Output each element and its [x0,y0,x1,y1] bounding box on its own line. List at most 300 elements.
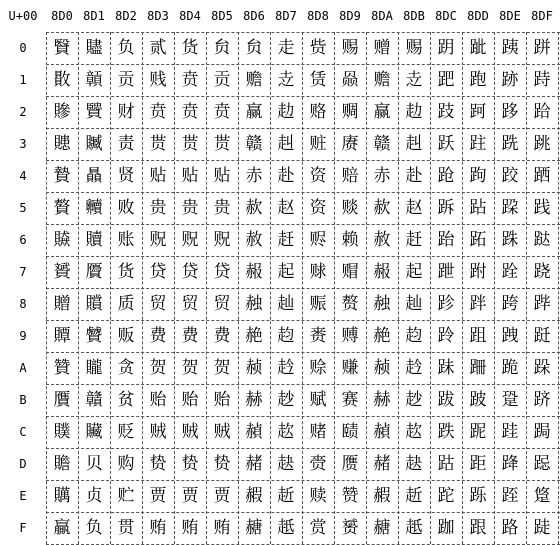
glyph-cell: 贑 [85,70,103,90]
grid-line-horizontal [46,96,560,97]
glyph-cell: 赓 [341,134,359,154]
glyph-cell: 费 [213,326,231,346]
glyph-cell: 赭 [245,454,263,474]
row-header: E [19,489,27,503]
glyph-cell: 赾 [405,486,423,506]
glyph-cell: 贠 [213,38,231,58]
glyph-cell: 贩 [117,326,135,346]
glyph-cell: 赗 [341,262,359,282]
glyph-cell: 跷 [533,262,551,282]
glyph-cell: 贞 [85,486,103,506]
glyph-cell: 贡 [213,70,231,90]
glyph-cell: 贾 [181,486,199,506]
glyph-cell: 跈 [437,294,455,314]
glyph-cell: 赞 [341,486,359,506]
row-header: 0 [19,41,27,55]
glyph-cell: 贌 [53,422,71,442]
glyph-cell: 贃 [53,134,71,154]
glyph-cell: 贒 [85,102,103,122]
glyph-cell: 贯 [117,518,135,538]
glyph-cell: 赾 [277,486,295,506]
glyph-cell: 贳 [149,134,167,154]
row-header: 9 [19,329,27,343]
glyph-cell: 赈 [309,294,327,314]
row-header: 8 [19,297,27,311]
glyph-cell: 贾 [149,486,167,506]
glyph-cell: 跩 [501,326,519,346]
row-header: 4 [19,169,27,183]
glyph-cell: 赼 [405,422,423,442]
glyph-cell: 跶 [533,230,551,250]
glyph-cell: 贶 [149,230,167,250]
glyph-cell: 赸 [405,294,423,314]
grid-line-horizontal [46,320,560,321]
row-header: C [19,425,27,439]
glyph-cell: 贔 [85,166,103,186]
glyph-cell: 赕 [341,198,359,218]
glyph-cell: 跓 [469,134,487,154]
glyph-cell: 赬 [245,422,263,442]
glyph-cell: 贂 [53,102,71,122]
grid-line-horizontal [46,160,560,161]
glyph-cell: 赽 [277,454,295,474]
glyph-cell: 赝 [341,454,359,474]
glyph-cell: 贸 [213,294,231,314]
glyph-cell: 赥 [245,198,263,218]
glyph-cell: 赩 [245,326,263,346]
glyph-cell: 贳 [181,134,199,154]
glyph-cell: 跗 [469,262,487,282]
glyph-cell: 贵 [149,198,167,218]
glyph-cell: 费 [149,326,167,346]
glyph-cell: 跚 [469,358,487,378]
column-header: 8D9 [339,9,361,23]
glyph-cell: 跙 [469,326,487,346]
glyph-cell: 赘 [341,294,359,314]
glyph-cell: 货 [117,262,135,282]
glyph-cell: 贶 [213,230,231,250]
glyph-cell: 贍 [53,454,71,474]
glyph-cell: 贴 [181,166,199,186]
grid-line-horizontal [46,192,560,193]
glyph-cell: 财 [117,102,135,122]
glyph-cell: 赶 [277,230,295,250]
glyph-cell: 贫 [117,390,135,410]
glyph-cell: 资 [309,166,327,186]
glyph-cell: 赎 [309,486,327,506]
glyph-cell: 跟 [469,518,487,538]
grid-line-horizontal [46,256,560,257]
glyph-cell: 跅 [437,198,455,218]
row-header: F [19,521,27,535]
glyph-cell: 贸 [149,294,167,314]
glyph-cell: 赑 [341,70,359,90]
glyph-cell: 贜 [85,422,103,442]
glyph-cell: 跖 [469,230,487,250]
column-header: 8D5 [211,9,233,23]
grid-line-horizontal [46,128,560,129]
glyph-cell: 赍 [309,454,327,474]
glyph-cell: 赉 [309,326,327,346]
glyph-cell: 贺 [149,358,167,378]
row-header: A [19,361,27,375]
glyph-cell: 贝 [85,454,103,474]
glyph-cell: 赿 [277,518,295,538]
glyph-cell: 跤 [501,166,519,186]
glyph-cell: 跲 [533,102,551,122]
glyph-cell: 贲 [213,102,231,122]
glyph-cell: 账 [117,230,135,250]
row-header: 3 [19,137,27,151]
glyph-cell: 贲 [181,70,199,90]
glyph-cell: 赊 [309,358,327,378]
glyph-cell: 贮 [117,486,135,506]
glyph-cell: 跢 [501,102,519,122]
glyph-cell: 跨 [501,294,519,314]
glyph-cell: 跺 [533,358,551,378]
glyph-cell: 贿 [149,518,167,538]
glyph-cell: 贳 [213,134,231,154]
glyph-cell: 贚 [85,358,103,378]
glyph-cell: 跠 [501,38,519,58]
glyph-cell: 跼 [533,422,551,442]
grid-line-horizontal [46,224,560,225]
glyph-cell: 赴 [277,166,295,186]
column-header: 8DB [403,9,425,23]
glyph-cell: 败 [117,198,135,218]
grid-line-horizontal [46,64,560,65]
glyph-cell: 贰 [149,38,167,58]
glyph-cell: 贽 [181,454,199,474]
glyph-cell: 赐 [405,38,423,58]
glyph-cell: 跱 [533,70,551,90]
glyph-cell: 赨 [245,294,263,314]
row-header: B [19,393,27,407]
glyph-cell: 跎 [437,486,455,506]
column-header: 8D7 [275,9,297,23]
glyph-cell: 贅 [53,198,71,218]
glyph-cell: 贼 [149,422,167,442]
glyph-cell: 赆 [309,230,327,250]
row-header: D [19,457,27,471]
glyph-cell: 贱 [149,70,167,90]
glyph-cell: 跣 [501,134,519,154]
row-header: 5 [19,201,27,215]
glyph-cell: 赠 [373,38,391,58]
glyph-cell: 跹 [533,326,551,346]
glyph-cell: 跆 [437,230,455,250]
glyph-cell: 跸 [533,294,551,314]
grid-line-horizontal [46,32,560,33]
glyph-cell: 赣 [373,134,391,154]
glyph-cell: 跭 [501,454,519,474]
glyph-cell: 跮 [501,486,519,506]
glyph-cell: 贇 [53,262,71,282]
glyph-cell: 跂 [437,102,455,122]
glyph-cell: 贿 [213,518,231,538]
glyph-cell: 贤 [117,166,135,186]
glyph-cell: 跐 [469,38,487,58]
glyph-cell: 赹 [277,326,295,346]
glyph-cell: 贓 [85,134,103,154]
glyph-cell: 贎 [53,486,71,506]
glyph-cell: 贲 [149,102,167,122]
row-header: 1 [19,73,27,87]
glyph-cell: 贄 [53,166,71,186]
row-header: 6 [19,233,27,247]
grid-line-horizontal [46,384,560,385]
glyph-cell: 跰 [533,38,551,58]
glyph-cell: 跀 [437,38,455,58]
glyph-cell: 质 [117,294,135,314]
glyph-cell: 赢 [373,102,391,122]
glyph-cell: 贏 [53,518,71,538]
glyph-cell: 跏 [437,518,455,538]
glyph-cell: 赱 [277,70,295,90]
glyph-cell: 赖 [341,230,359,250]
glyph-cell: 赻 [277,390,295,410]
glyph-cell: 贺 [213,358,231,378]
glyph-cell: 货 [181,38,199,58]
glyph-cell: 贙 [85,326,103,346]
glyph-cell: 赮 [245,486,263,506]
row-header: 2 [19,105,27,119]
glyph-cell: 贿 [181,518,199,538]
glyph-cell: 赥 [373,198,391,218]
grid-line-horizontal [46,416,560,417]
glyph-cell: 路 [501,518,519,538]
glyph-cell: 负 [85,518,103,538]
column-header: 8D4 [179,9,201,23]
glyph-cell: 贪 [117,358,135,378]
glyph-cell: 赟 [341,518,359,538]
glyph-cell: 赴 [405,166,423,186]
glyph-cell: 负 [117,38,135,58]
glyph-cell: 赁 [309,70,327,90]
glyph-cell: 赩 [373,326,391,346]
glyph-cell: 赪 [373,358,391,378]
grid-line-horizontal [46,352,560,353]
glyph-cell: 跍 [437,454,455,474]
glyph-cell: 赫 [373,390,391,410]
column-header: 8DA [371,9,393,23]
glyph-cell: 跔 [469,166,487,186]
glyph-cell: 贴 [213,166,231,186]
glyph-cell: 跿 [533,518,551,538]
glyph-cell: 赀 [309,38,327,58]
glyph-cell: 赻 [405,390,423,410]
glyph-cell: 赮 [373,486,391,506]
row-header: 7 [19,265,27,279]
glyph-cell: 贽 [213,454,231,474]
glyph-cell: 贘 [85,294,103,314]
glyph-cell: 贶 [181,230,199,250]
glyph-cell: 贺 [181,358,199,378]
glyph-cell: 贈 [53,294,71,314]
glyph-cell: 跦 [501,230,519,250]
glyph-cell: 赪 [245,358,263,378]
glyph-cell: 跜 [469,422,487,442]
glyph-cell: 赡 [373,70,391,90]
glyph-cell: 走 [277,38,295,58]
column-header: 8D8 [307,9,329,23]
glyph-cell: 跇 [437,262,455,282]
glyph-cell: 资 [309,198,327,218]
glyph-cell: 赬 [373,422,391,442]
glyph-cell: 赒 [341,102,359,122]
glyph-cell: 跑 [469,70,487,90]
glyph-cell: 贵 [213,198,231,218]
glyph-cell: 赂 [309,102,327,122]
glyph-cell: 赵 [277,198,295,218]
glyph-cell: 跁 [437,70,455,90]
glyph-cell: 赣 [245,134,263,154]
glyph-cell: 贵 [181,198,199,218]
glyph-cell: 贀 [53,38,71,58]
glyph-cell: 赃 [309,134,327,154]
glyph-cell: 贷 [213,262,231,282]
glyph-cell: 跥 [501,198,519,218]
glyph-cell: 跾 [533,486,551,506]
glyph-cell: 跪 [501,358,519,378]
glyph-cell: 赸 [277,294,295,314]
column-header: 8D6 [243,9,265,23]
glyph-cell: 贕 [85,198,103,218]
glyph-cell: 跳 [533,134,551,154]
glyph-cell: 赏 [309,518,327,538]
glyph-cell: 赲 [405,102,423,122]
glyph-cell: 贻 [181,390,199,410]
column-header: 8DC [435,9,457,23]
glyph-cell: 赢 [245,102,263,122]
glyph-cell: 赼 [277,422,295,442]
column-header: 8D3 [147,9,169,23]
glyph-cell: 跒 [469,102,487,122]
glyph-cell: 责 [117,134,135,154]
glyph-cell: 跘 [469,294,487,314]
glyph-cell: 跫 [501,390,519,410]
glyph-cell: 距 [469,454,487,474]
column-header: 8DE [499,9,521,23]
glyph-cell: 赙 [341,326,359,346]
glyph-cell: 赦 [245,230,263,250]
glyph-cell: 赤 [245,166,263,186]
glyph-cell: 贼 [213,422,231,442]
glyph-cell: 贸 [181,294,199,314]
glyph-cell: 贬 [117,422,135,442]
column-header: 8D0 [51,9,73,23]
glyph-cell: 赧 [373,262,391,282]
glyph-cell: 赹 [405,326,423,346]
glyph-cell: 赲 [277,102,295,122]
column-header: 8D2 [115,9,137,23]
glyph-cell: 贋 [53,390,71,410]
glyph-cell: 贡 [117,70,135,90]
glyph-cell: 贗 [85,262,103,282]
glyph-cell: 贐 [85,38,103,58]
glyph-cell: 赜 [341,422,359,442]
glyph-cell: 跌 [437,422,455,442]
glyph-cell: 赤 [373,166,391,186]
grid-line-horizontal [46,512,560,513]
glyph-cell: 跞 [469,486,487,506]
glyph-cell: 贠 [245,38,263,58]
glyph-cell: 赶 [405,230,423,250]
glyph-cell: 赚 [341,358,359,378]
glyph-cell: 赦 [373,230,391,250]
glyph-cell: 跃 [437,134,455,154]
glyph-cell: 赡 [245,70,263,90]
glyph-cell: 跧 [501,262,519,282]
glyph-cell: 赫 [245,390,263,410]
glyph-cell: 践 [533,198,551,218]
grid-line-horizontal [46,288,560,289]
corner-label: U+00 [8,9,38,23]
glyph-cell: 贊 [53,358,71,378]
glyph-cell: 赳 [405,134,423,154]
glyph-cell: 跕 [469,198,487,218]
glyph-cell: 跉 [437,326,455,346]
glyph-cell: 赛 [341,390,359,410]
grid-line-horizontal [46,480,560,481]
glyph-cell: 赯 [245,518,263,538]
glyph-cell: 贷 [149,262,167,282]
glyph-cell: 贉 [53,326,71,346]
glyph-cell: 贻 [213,390,231,410]
glyph-cell: 赱 [405,70,423,90]
column-header: 8DD [467,9,489,23]
glyph-cell: 赧 [245,262,263,282]
glyph-cell: 跴 [533,166,551,186]
glyph-cell: 赺 [277,358,295,378]
glyph-cell: 跽 [533,454,551,474]
glyph-cell: 跬 [501,422,519,442]
glyph-cell: 贼 [181,422,199,442]
glyph-cell: 赋 [309,390,327,410]
glyph-cell: 贾 [213,486,231,506]
glyph-cell: 赐 [341,38,359,58]
glyph-cell: 赔 [341,166,359,186]
glyph-cell: 贛 [85,390,103,410]
glyph-cell: 赭 [373,454,391,474]
glyph-cell: 贽 [149,454,167,474]
glyph-cell: 赳 [277,134,295,154]
glyph-cell: 起 [277,262,295,282]
column-header: 8DF [531,9,553,23]
glyph-cell: 跛 [469,390,487,410]
glyph-cell: 赵 [405,198,423,218]
glyph-cell: 贻 [149,390,167,410]
column-header: 8D1 [83,9,105,23]
glyph-cell: 赨 [373,294,391,314]
glyph-cell: 贆 [53,230,71,250]
glyph-cell: 跻 [533,390,551,410]
glyph-cell: 跋 [437,390,455,410]
glyph-cell: 起 [405,262,423,282]
glyph-cell: 贲 [181,102,199,122]
glyph-cell: 贷 [181,262,199,282]
glyph-cell: 赺 [405,358,423,378]
glyph-cell: 跊 [437,358,455,378]
glyph-cell: 费 [181,326,199,346]
glyph-cell: 赿 [405,518,423,538]
glyph-cell: 赽 [405,454,423,474]
glyph-cell: 赯 [373,518,391,538]
glyph-cell: 赌 [309,422,327,442]
glyph-cell: 购 [117,454,135,474]
glyph-cell: 贁 [53,70,71,90]
grid-line-horizontal [46,448,560,449]
